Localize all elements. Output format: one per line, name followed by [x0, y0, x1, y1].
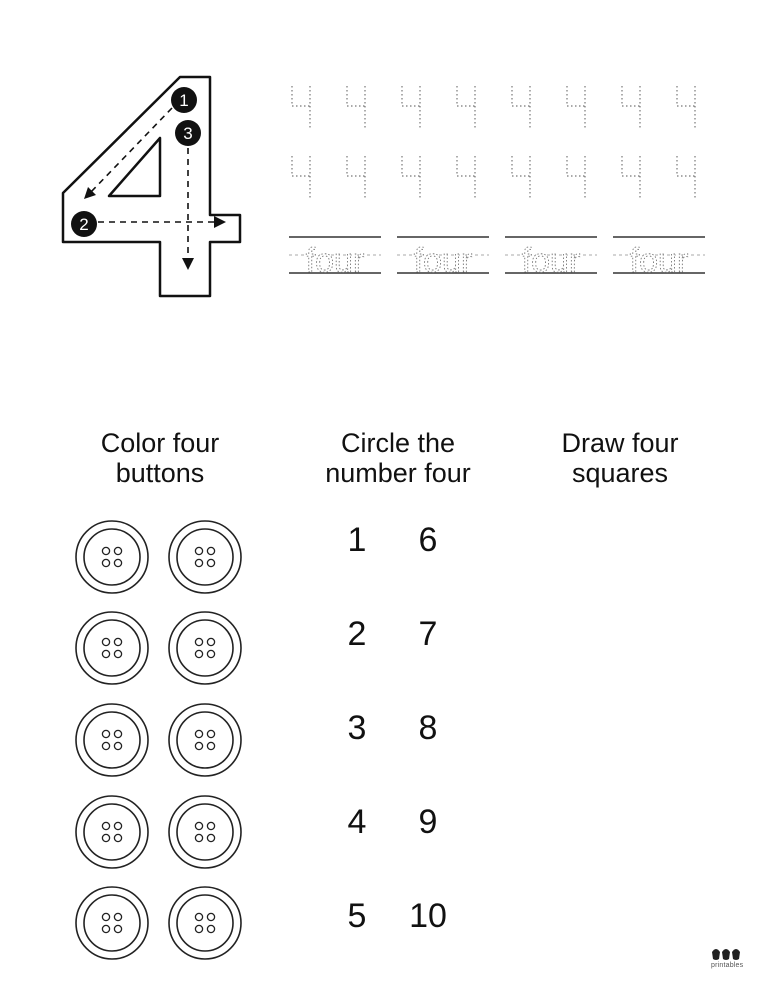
number-option[interactable]: 9 [418, 803, 438, 841]
number-option[interactable]: 1 [347, 521, 367, 559]
number-option[interactable]: 6 [418, 521, 438, 559]
trace-word-text: four [305, 242, 365, 280]
circle-number-heading-line1: Circle the [340, 428, 456, 458]
number-option[interactable]: 2 [347, 615, 367, 653]
stroke-number-1: 1 [179, 91, 189, 110]
footer-logo-text: printables [711, 962, 744, 969]
number-option[interactable]: 8 [418, 709, 438, 747]
circle-number-heading-line2: number four [325, 458, 471, 488]
trace-word-text: four [629, 242, 689, 280]
trace-word-text: four [413, 242, 473, 280]
number-option[interactable]: 4 [347, 803, 367, 841]
stroke-number-3: 3 [183, 124, 193, 143]
number-option[interactable]: 5 [347, 897, 367, 935]
number-option[interactable]: 7 [418, 615, 438, 653]
color-buttons-heading-line2: buttons [115, 458, 205, 488]
number-option[interactable]: 10 [409, 897, 447, 935]
draw-squares-heading-line1: Draw four [561, 428, 679, 458]
number-option[interactable]: 3 [347, 709, 367, 747]
trace-word-text: four [521, 242, 581, 280]
stroke-number-2: 2 [79, 215, 89, 234]
color-buttons-heading-line1: Color four [100, 428, 220, 458]
draw-squares-heading-line2: squares [571, 458, 669, 488]
